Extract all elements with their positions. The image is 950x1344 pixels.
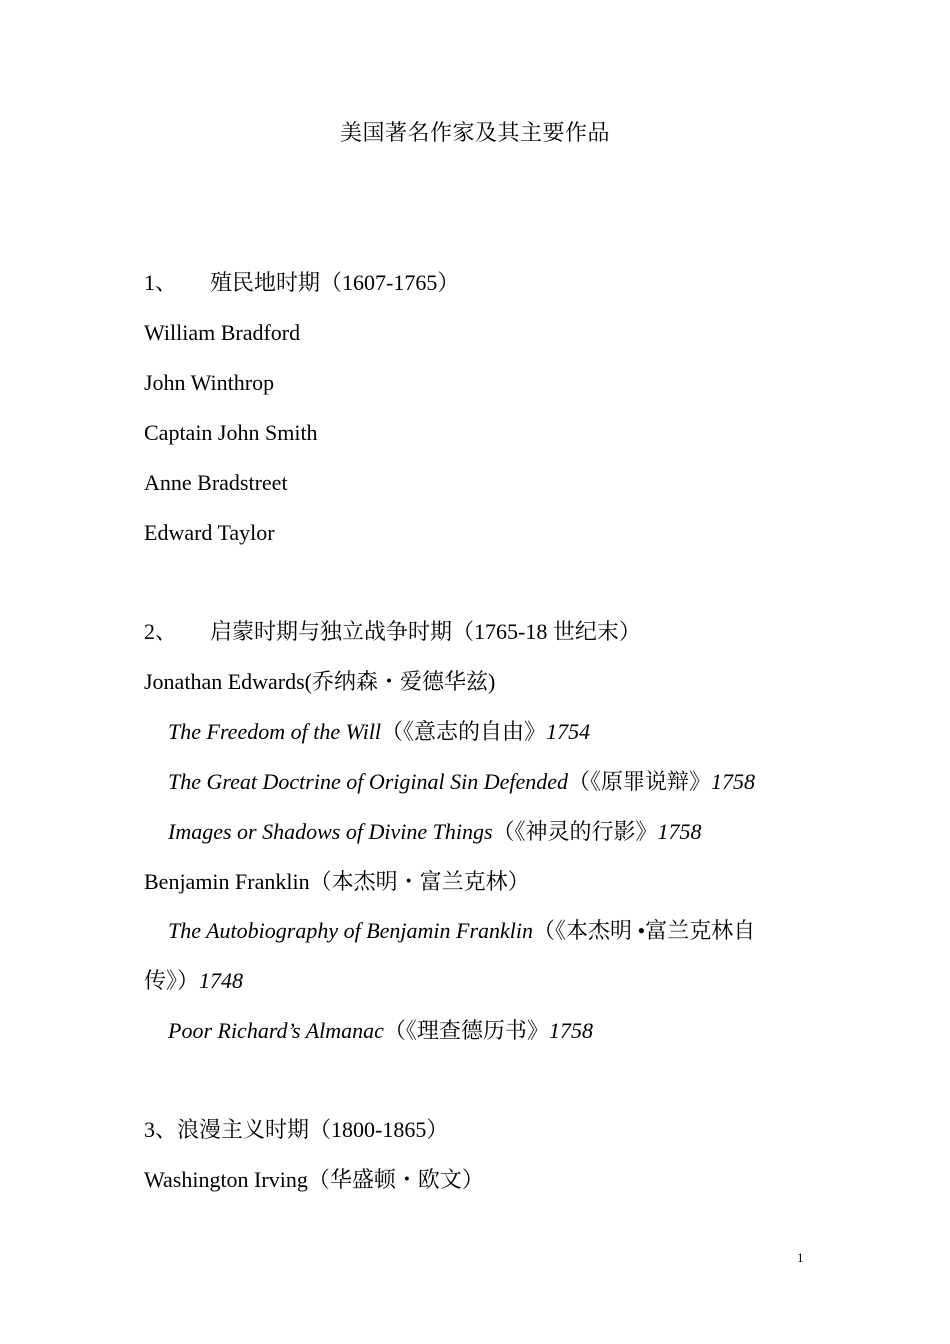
section-1-title: 殖民地时期（1607-1765） <box>210 270 460 295</box>
section-1-heading <box>144 268 459 298</box>
work-year: 1748 <box>199 968 244 993</box>
author-taylor: Edward Taylor <box>144 520 275 545</box>
work-cn-title: （《原罪说辩》 <box>568 769 712 794</box>
work-year: 1754 <box>546 719 591 744</box>
work-images-shadows <box>168 817 702 847</box>
work-title: Poor Richard’s Almanac <box>168 1018 384 1043</box>
author-irving: Washington Irving（华盛顿・欧文） <box>144 1167 484 1192</box>
work-year: 1758 <box>657 819 702 844</box>
work-title: The Autobiography of Benjamin Franklin <box>168 918 534 943</box>
document-title: 美国著名作家及其主要作品 <box>339 120 610 145</box>
section-1-number: 1、 <box>144 270 178 295</box>
work-cn-title: （《意志的自由》 <box>381 719 547 744</box>
author-edwards: Jonathan Edwards(乔纳森・爱德华兹) <box>144 669 496 694</box>
author-bradford: William Bradford <box>144 320 301 345</box>
work-poor-richard <box>168 1016 593 1046</box>
author-bradstreet: Anne Bradstreet <box>144 470 288 495</box>
author-winthrop: John Winthrop <box>144 370 275 395</box>
work-cn-title: （《本杰明 •富兰克林自 <box>533 918 756 943</box>
work-title: The Great Doctrine of Original Sin Defended <box>168 769 569 794</box>
work-autobiography <box>168 916 755 946</box>
work-original-sin <box>168 767 755 797</box>
work-freedom-of-will <box>168 717 590 747</box>
section-2-heading <box>144 617 641 647</box>
page-number: 1 <box>797 1250 804 1265</box>
work-cn-title: （《神灵的行影》 <box>492 819 658 844</box>
work-cn-title: （《理查德历书》 <box>383 1018 549 1043</box>
work-cn-title-cont: 传》） <box>144 968 200 993</box>
author-smith: Captain John Smith <box>144 420 318 445</box>
work-title: The Freedom of the Will <box>168 719 382 744</box>
work-year: 1758 <box>548 1018 593 1043</box>
section-2-number: 2、 <box>144 619 178 644</box>
work-year: 1758 <box>711 769 756 794</box>
work-autobiography-continued <box>144 966 243 996</box>
section-2-title: 启蒙时期与独立战争时期（1765-18 世纪末） <box>210 619 641 644</box>
author-franklin: Benjamin Franklin（本杰明・富兰克林） <box>144 869 530 894</box>
section-3-heading: 3、浪漫主义时期（1800-1865） <box>144 1117 449 1142</box>
work-title: Images or Shadows of Divine Things <box>168 819 493 844</box>
